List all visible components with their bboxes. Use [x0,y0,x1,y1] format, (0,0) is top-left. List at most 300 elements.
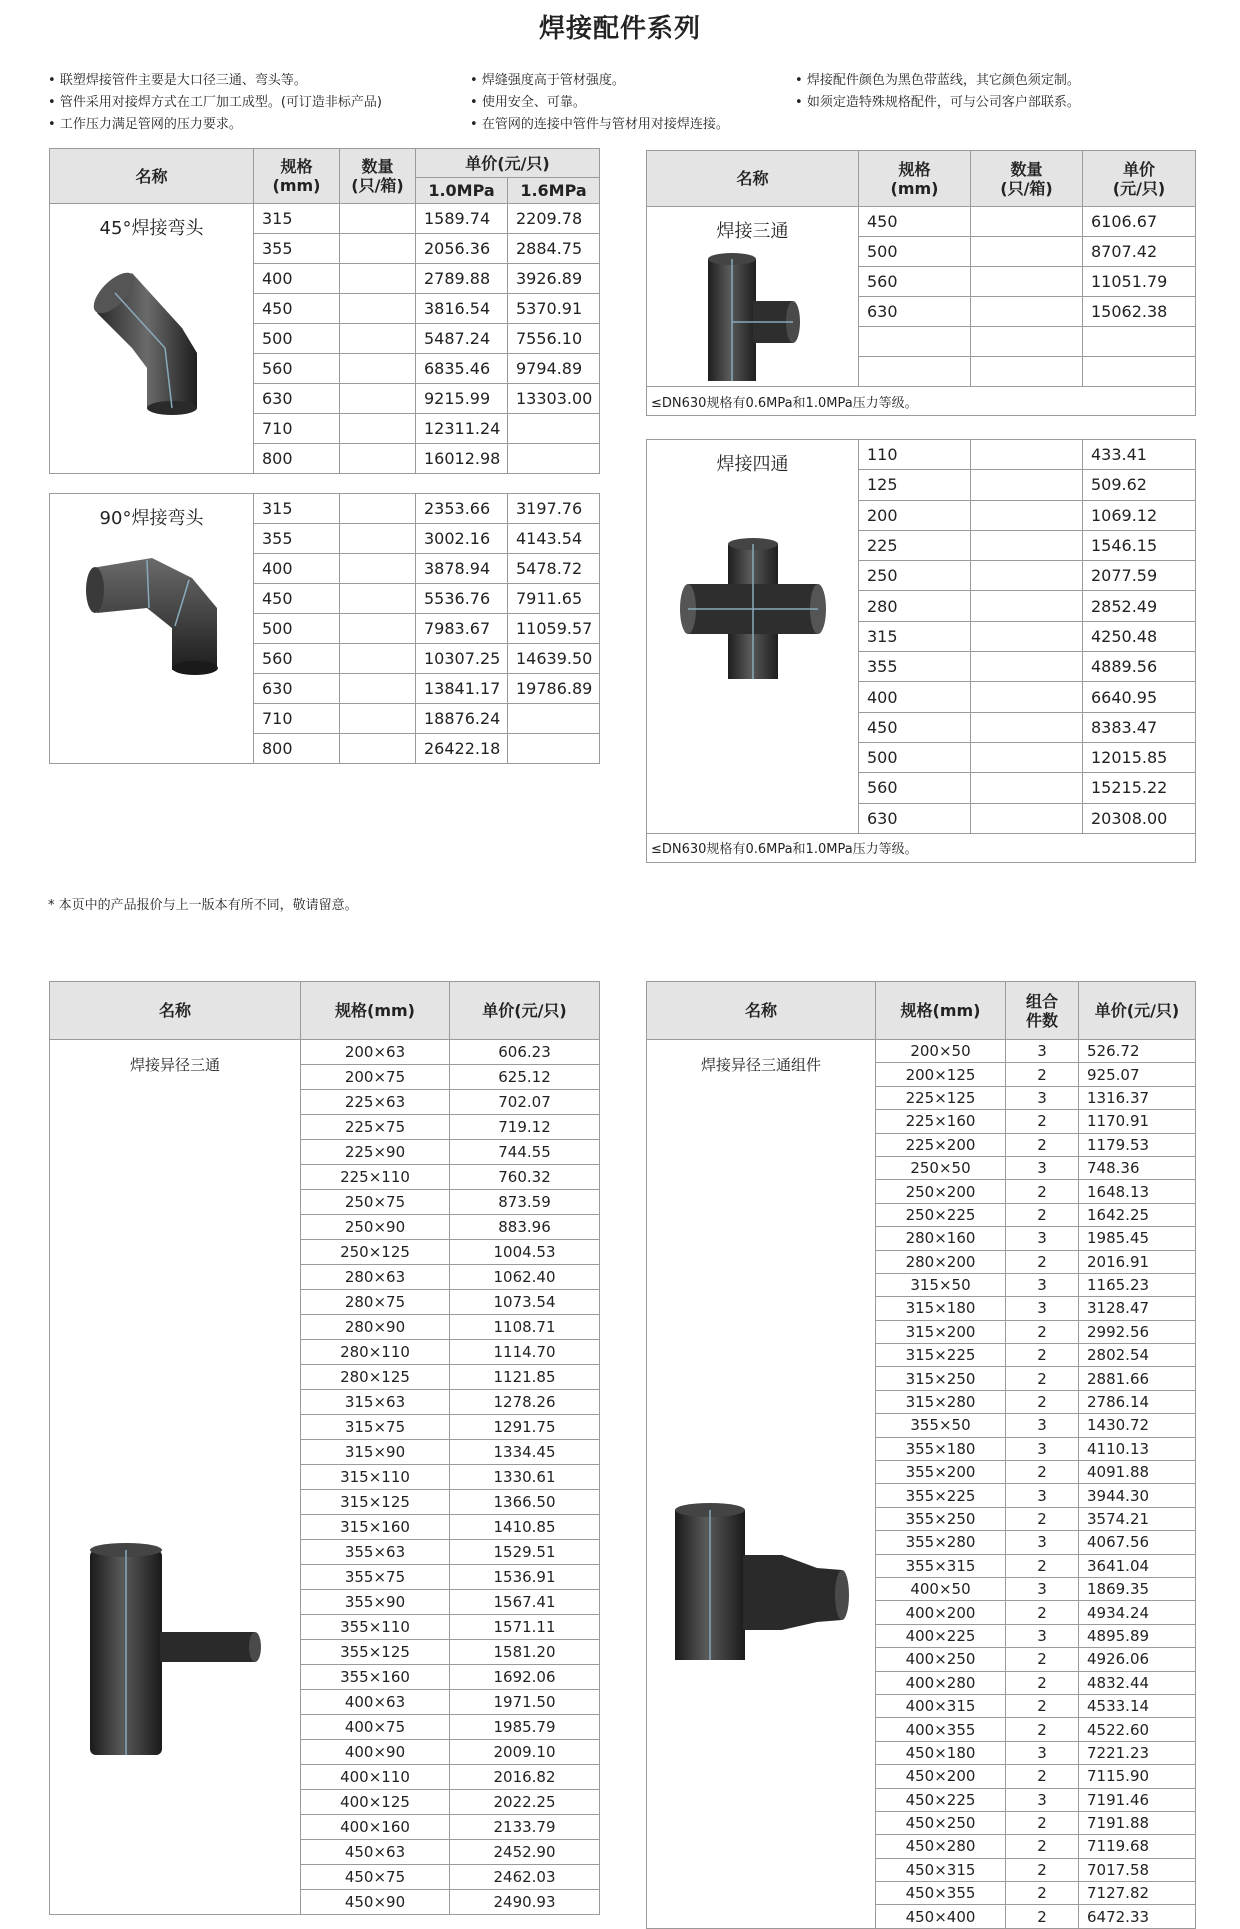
spec-cell: 400×63 [301,1690,450,1715]
price-cell: 15062.38 [1083,297,1196,327]
price-cell: 7191.88 [1079,1811,1196,1834]
spec-cell: 280×200 [876,1250,1006,1273]
elbow-90-image [77,548,227,678]
spec-cell: 225×63 [301,1090,450,1115]
price-cell: 6106.67 [1083,207,1196,237]
price-1mpa-cell: 1589.74 [416,204,508,234]
price-cell: 4067.56 [1079,1531,1196,1554]
price-cell: 1546.15 [1083,530,1196,560]
parts-cell: 2 [1006,1180,1079,1203]
price-cell: 6472.33 [1079,1905,1196,1928]
parts-cell: 2 [1006,1344,1079,1367]
parts-cell: 2 [1006,1882,1079,1905]
spec-cell: 250×50 [876,1156,1006,1179]
spec-cell: 250×75 [301,1190,450,1215]
price-16mpa-cell: 14639.50 [508,644,600,674]
spec-cell: 400 [859,682,971,712]
price-16mpa-cell: 9794.89 [508,354,600,384]
price-cell: 925.07 [1079,1063,1196,1086]
price-16mpa-cell: 7556.10 [508,324,600,354]
elbow-price-table [49,148,600,764]
price-cell: 1179.53 [1079,1133,1196,1156]
parts-cell: 3 [1006,1788,1079,1811]
spec-cell: 450×200 [876,1765,1006,1788]
product-name: 45°焊接弯头 [99,218,204,239]
spec-cell: 250 [859,561,971,591]
qty-cell [971,297,1083,327]
parts-cell: 3 [1006,1577,1079,1600]
spec-cell: 400 [254,264,340,294]
rta-name-cell [647,1040,876,1929]
spec-cell: 315×125 [301,1490,450,1515]
spacer-row [50,474,600,494]
price-cell: 1536.91 [450,1565,600,1590]
spec-cell: 315×160 [301,1515,450,1540]
spec-cell: 315×50 [876,1273,1006,1296]
qty-cell [340,554,416,584]
spec-cell: 200×125 [876,1063,1006,1086]
parts-cell: 3 [1006,1086,1079,1109]
price-cell: 1642.25 [1079,1203,1196,1226]
spec-cell: 355×160 [301,1665,450,1690]
elbow-45-image [87,258,217,418]
price-cell: 4832.44 [1079,1671,1196,1694]
parts-cell: 2 [1006,1110,1079,1133]
price-cell: 1316.37 [1079,1086,1196,1109]
spec-cell: 315×63 [301,1390,450,1415]
qty-cell [971,327,1083,357]
price-cell: 1278.26 [450,1390,600,1415]
page-title: 焊接配件系列 [538,14,701,44]
footnote: * 本页中的产品报价与上一版本有所不同，敬请留意。 [48,894,358,913]
spec-cell: 280×63 [301,1265,450,1290]
price-cell: 15215.22 [1083,773,1196,803]
spacer [50,474,600,494]
price-cell: 11051.79 [1083,267,1196,297]
price-cell: 7115.90 [1079,1765,1196,1788]
pressure-note: ≤DN630规格有0.6MPa和1.0MPa压力等级。 [647,387,1196,416]
spec-cell: 400×280 [876,1671,1006,1694]
price-cell: 1004.53 [450,1240,600,1265]
price-16mpa-cell: 3197.76 [508,494,600,524]
price-cell: 20308.00 [1083,803,1196,833]
spec-cell: 355 [254,234,340,264]
parts-cell: 2 [1006,1461,1079,1484]
spec-cell: 225×125 [876,1086,1006,1109]
price-cell: 1985.79 [450,1715,600,1740]
spec-cell: 400×355 [876,1718,1006,1741]
table-row [50,1040,600,1065]
elbow-45-name-cell [50,204,254,474]
qty-cell [971,803,1083,833]
spec-cell: 355×63 [301,1540,450,1565]
notes-col-2 [470,70,729,136]
parts-cell: 2 [1006,1694,1079,1717]
price-16mpa-cell: 2884.75 [508,234,600,264]
price-cell: 1869.35 [1079,1577,1196,1600]
price-cell: 7221.23 [1079,1741,1196,1764]
spec-cell: 630 [859,297,971,327]
table-row [647,440,1196,470]
spec-cell: 280×90 [301,1315,450,1340]
qty-cell [340,584,416,614]
cross-name-cell [647,440,859,834]
elbow-90-name-cell [50,494,254,764]
qty-cell [340,324,416,354]
qty-cell [340,264,416,294]
spec-cell: 315×225 [876,1344,1006,1367]
qty-cell [971,267,1083,297]
spec-cell: 315×110 [301,1465,450,1490]
col-header-qty: 数量 (只/箱) [971,151,1083,207]
price-cell: 1170.91 [1079,1110,1196,1133]
price-1mpa-cell: 3878.94 [416,554,508,584]
rt-name-cell [50,1040,301,1915]
price-1mpa-cell: 3816.54 [416,294,508,324]
price-cell: 12015.85 [1083,742,1196,772]
col-header-spec: 规格 (mm) [859,151,971,207]
qty-cell [971,712,1083,742]
qty-cell [340,644,416,674]
price-cell: 1692.06 [450,1665,600,1690]
spec-cell: 315×200 [876,1320,1006,1343]
spec-cell: 315 [254,494,340,524]
price-cell: 433.41 [1083,440,1196,470]
parts-cell: 3 [1006,1273,1079,1296]
col-header-name: 名称 [647,982,876,1040]
reducing-tee-image [85,1540,265,1760]
col-header-spec: 规格(mm) [876,982,1006,1040]
qty-cell [971,237,1083,267]
note: • 管件采用对接焊方式在工厂加工成型。(可订造非标产品) [48,92,382,114]
parts-cell: 2 [1006,1835,1079,1858]
price-1mpa-cell: 10307.25 [416,644,508,674]
spec-cell: 110 [859,440,971,470]
price-cell: 702.07 [450,1090,600,1115]
notes-col-3 [795,70,1080,114]
parts-cell: 2 [1006,1133,1079,1156]
spec-cell: 355 [254,524,340,554]
qty-cell [971,470,1083,500]
parts-cell: 2 [1006,1905,1079,1928]
price-cell: 2462.03 [450,1865,600,1890]
price-cell: 4934.24 [1079,1601,1196,1624]
price-cell [1083,357,1196,387]
spec-cell: 500 [254,614,340,644]
parts-cell: 2 [1006,1203,1079,1226]
spec-cell: 315×180 [876,1297,1006,1320]
spec-cell: 450×280 [876,1835,1006,1858]
spec-cell: 225 [859,530,971,560]
price-cell: 4926.06 [1079,1648,1196,1671]
price-cell: 1581.20 [450,1640,600,1665]
price-cell: 4533.14 [1079,1694,1196,1717]
qty-cell [340,234,416,264]
spec-cell: 225×90 [301,1140,450,1165]
spec-cell: 630 [254,674,340,704]
parts-cell: 3 [1006,1414,1079,1437]
price-cell [1083,327,1196,357]
qty-cell [340,294,416,324]
price-16mpa-cell: 5370.91 [508,294,600,324]
price-cell: 744.55 [450,1140,600,1165]
parts-cell: 3 [1006,1624,1079,1647]
parts-cell: 2 [1006,1858,1079,1881]
qty-cell [971,357,1083,387]
parts-cell: 3 [1006,1531,1079,1554]
table-row [50,204,600,234]
spec-cell: 200×75 [301,1065,450,1090]
spec-cell: 630 [859,803,971,833]
qty-cell [971,561,1083,591]
spec-cell: 355×280 [876,1531,1006,1554]
price-cell: 7017.58 [1079,1858,1196,1881]
qty-cell [340,614,416,644]
tee-name-cell [647,207,859,387]
price-cell: 4522.60 [1079,1718,1196,1741]
parts-cell: 3 [1006,1741,1079,1764]
spec-cell: 225×160 [876,1110,1006,1133]
spec-cell: 450×90 [301,1890,450,1915]
spec-cell: 280×125 [301,1365,450,1390]
note: • 使用安全、可靠。 [470,92,729,114]
spec-cell: 630 [254,384,340,414]
parts-cell: 2 [1006,1554,1079,1577]
price-16mpa-cell [508,704,600,734]
spec-cell: 225×110 [301,1165,450,1190]
price-cell: 2490.93 [450,1890,600,1915]
spec-cell: 315×75 [301,1415,450,1440]
parts-cell: 3 [1006,1227,1079,1250]
price-1mpa-cell: 18876.24 [416,704,508,734]
parts-cell: 2 [1006,1601,1079,1624]
price-cell: 1648.13 [1079,1180,1196,1203]
price-cell: 2452.90 [450,1840,600,1865]
spec-cell: 355×180 [876,1437,1006,1460]
price-1mpa-cell: 16012.98 [416,444,508,474]
spec-cell: 450×315 [876,1858,1006,1881]
qty-cell [971,500,1083,530]
price-cell: 1985.45 [1079,1227,1196,1250]
price-16mpa-cell: 5478.72 [508,554,600,584]
price-cell: 748.36 [1079,1156,1196,1179]
price-cell: 3128.47 [1079,1297,1196,1320]
price-16mpa-cell: 3926.89 [508,264,600,294]
spec-cell: 250×225 [876,1203,1006,1226]
cross-price-table [646,439,1196,863]
price-cell: 606.23 [450,1040,600,1065]
price-cell: 1334.45 [450,1440,600,1465]
product-name: 焊接四通 [716,454,789,475]
spec-cell: 450 [859,207,971,237]
spec-cell [859,357,971,387]
spec-cell: 400×125 [301,1790,450,1815]
price-cell: 1430.72 [1079,1414,1196,1437]
price-cell: 3944.30 [1079,1484,1196,1507]
price-cell: 8707.42 [1083,237,1196,267]
price-cell: 2016.82 [450,1765,600,1790]
spec-cell: 500 [859,237,971,267]
col-header-16mpa: 1.6MPa [508,178,600,204]
qty-cell [340,444,416,474]
parts-cell: 2 [1006,1507,1079,1530]
spec-cell: 355×75 [301,1565,450,1590]
price-1mpa-cell: 2353.66 [416,494,508,524]
qty-cell [340,674,416,704]
price-16mpa-cell: 13303.00 [508,384,600,414]
note: • 在管网的连接中管件与管材用对接焊连接。 [470,114,729,136]
price-cell: 7127.82 [1079,1882,1196,1905]
price-cell: 760.32 [450,1165,600,1190]
qty-cell [971,207,1083,237]
spec-cell: 280×110 [301,1340,450,1365]
spec-cell: 400 [254,554,340,584]
qty-cell [340,494,416,524]
price-cell: 2992.56 [1079,1320,1196,1343]
tee-image [698,251,808,386]
price-16mpa-cell: 11059.57 [508,614,600,644]
parts-cell: 3 [1006,1484,1079,1507]
price-1mpa-cell: 7983.67 [416,614,508,644]
price-cell: 1062.40 [450,1265,600,1290]
note: • 联塑焊接管件主要是大口径三通、弯头等。 [48,70,382,92]
parts-cell: 3 [1006,1437,1079,1460]
price-cell: 2802.54 [1079,1344,1196,1367]
parts-cell: 2 [1006,1250,1079,1273]
spec-cell: 315 [254,204,340,234]
price-cell: 625.12 [450,1065,600,1090]
price-cell: 509.62 [1083,470,1196,500]
spec-cell: 400×225 [876,1624,1006,1647]
spec-cell: 355×50 [876,1414,1006,1437]
price-cell: 1571.11 [450,1615,600,1640]
qty-cell [340,414,416,444]
spec-cell: 225×75 [301,1115,450,1140]
price-cell: 2016.91 [1079,1250,1196,1273]
spec-cell: 400×90 [301,1740,450,1765]
parts-cell: 2 [1006,1390,1079,1413]
spec-cell: 450 [859,712,971,742]
parts-cell: 2 [1006,1320,1079,1343]
col-header-name: 名称 [50,149,254,204]
parts-cell: 2 [1006,1811,1079,1834]
col-header-price: 单价(元/只) [416,149,600,178]
price-cell: 7191.46 [1079,1788,1196,1811]
price-cell: 1971.50 [450,1690,600,1715]
qty-cell [971,773,1083,803]
price-cell: 1366.50 [450,1490,600,1515]
parts-cell: 3 [1006,1040,1079,1063]
note-row [647,833,1196,862]
price-cell: 4250.48 [1083,621,1196,651]
spec-cell: 560 [859,267,971,297]
spec-cell: 400×75 [301,1715,450,1740]
spec-cell: 250×125 [301,1240,450,1265]
spec-cell: 250×90 [301,1215,450,1240]
price-cell: 7119.68 [1079,1835,1196,1858]
price-16mpa-cell [508,734,600,764]
col-header-price: 单价 (元/只) [1083,151,1196,207]
parts-cell: 2 [1006,1718,1079,1741]
spec-cell: 280 [859,591,971,621]
spec-cell: 400×250 [876,1648,1006,1671]
col-header-price: 单价(元/只) [1079,982,1196,1040]
note: • 工作压力满足管网的压力要求。 [48,114,382,136]
price-16mpa-cell: 2209.78 [508,204,600,234]
spec-cell: 800 [254,444,340,474]
col-header-name: 名称 [50,982,301,1040]
spec-cell: 560 [859,773,971,803]
spec-cell: 315×90 [301,1440,450,1465]
spec-cell: 355×110 [301,1615,450,1640]
product-name: 焊接三通 [716,221,789,242]
price-cell: 526.72 [1079,1040,1196,1063]
price-1mpa-cell: 6835.46 [416,354,508,384]
spec-cell: 450 [254,294,340,324]
spec-cell: 355×250 [876,1507,1006,1530]
reducing-tee-table [49,981,600,1915]
price-16mpa-cell: 19786.89 [508,674,600,704]
qty-cell [340,704,416,734]
qty-cell [340,734,416,764]
qty-cell [971,530,1083,560]
price-cell: 2881.66 [1079,1367,1196,1390]
price-cell: 1567.41 [450,1590,600,1615]
qty-cell [971,621,1083,651]
price-1mpa-cell: 3002.16 [416,524,508,554]
price-cell: 883.96 [450,1215,600,1240]
spec-cell: 560 [254,354,340,384]
price-cell: 2852.49 [1083,591,1196,621]
price-1mpa-cell: 2056.36 [416,234,508,264]
note-row [647,387,1196,416]
col-header-name: 名称 [647,151,859,207]
col-header-parts: 组合 件数 [1006,982,1079,1040]
price-1mpa-cell: 13841.17 [416,674,508,704]
spec-cell: 200×50 [876,1040,1006,1063]
spec-cell: 500 [254,324,340,354]
col-header-price: 单价(元/只) [450,982,600,1040]
price-cell: 3641.04 [1079,1554,1196,1577]
spec-cell: 355×200 [876,1461,1006,1484]
spec-cell: 355×315 [876,1554,1006,1577]
product-name: 焊接异径三通组件 [700,1056,821,1074]
product-name: 焊接异径三通 [129,1056,220,1074]
price-cell: 1114.70 [450,1340,600,1365]
spec-cell: 280×160 [876,1227,1006,1250]
spec-cell: 710 [254,414,340,444]
spec-cell: 450×225 [876,1788,1006,1811]
reducing-tee-assembly-image [667,1500,857,1670]
qty-cell [340,384,416,414]
price-cell: 4895.89 [1079,1624,1196,1647]
qty-cell [340,524,416,554]
table-row [647,207,1196,237]
spec-cell: 355×225 [876,1484,1006,1507]
spec-cell: 450×355 [876,1882,1006,1905]
price-cell: 2786.14 [1079,1390,1196,1413]
table-row [647,1040,1196,1063]
price-1mpa-cell: 5487.24 [416,324,508,354]
price-cell: 1291.75 [450,1415,600,1440]
price-cell: 1165.23 [1079,1273,1196,1296]
spec-cell: 200×63 [301,1040,450,1065]
notes-col-1 [48,70,382,136]
spec-cell: 315 [859,621,971,651]
qty-cell [971,742,1083,772]
price-cell: 1108.71 [450,1315,600,1340]
reducing-tee-assembly-table [646,981,1196,1929]
